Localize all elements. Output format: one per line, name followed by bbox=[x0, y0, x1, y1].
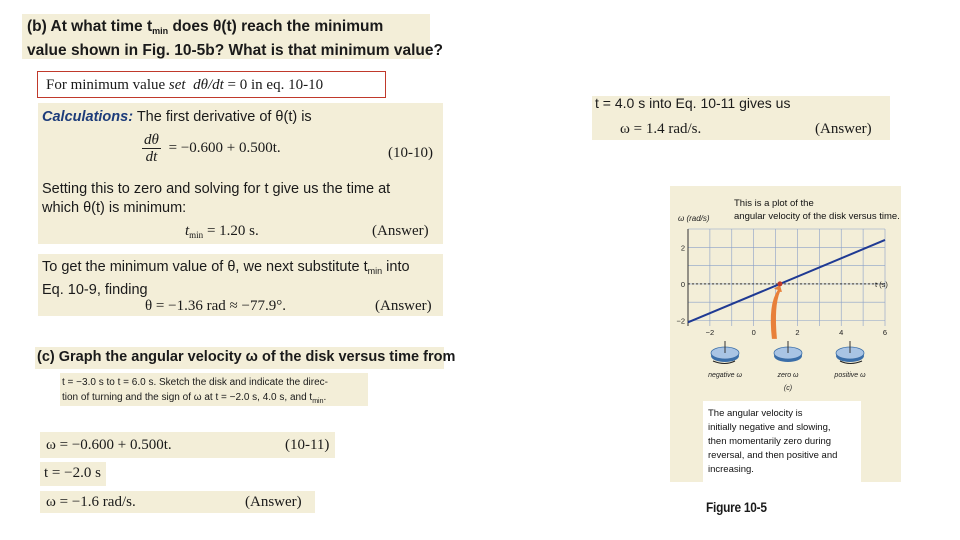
part-c-sub: min bbox=[312, 398, 324, 405]
t-neg-clip bbox=[44, 465, 106, 485]
minvalue-eq: θ = −1.36 rad ≈ −77.9°. bbox=[145, 298, 286, 314]
omega-eq: ω = −0.600 + 0.500t. bbox=[46, 437, 172, 453]
minvalue-line1-end: into bbox=[386, 259, 410, 275]
caption-line: reversal, and then positive and bbox=[708, 450, 838, 461]
chart-title-line1: This is a plot of the bbox=[734, 198, 814, 209]
eq1-rhs: = −0.600 + 0.500t. bbox=[168, 139, 281, 156]
frac-numerator: dθ bbox=[144, 132, 159, 148]
t-neg-text: t = −2.0 s bbox=[44, 465, 101, 481]
disk-label: zero ω bbox=[777, 372, 799, 379]
x-tick-label: −2 bbox=[705, 328, 715, 337]
caption-line: then momentarily zero during bbox=[708, 436, 832, 447]
t-four-text: t = 4.0 s into Eq. 10-11 gives us bbox=[595, 95, 791, 111]
sub-figure-label: (c) bbox=[783, 385, 793, 392]
omega-eq-tag: (10-11) bbox=[285, 437, 330, 453]
part-c-line2-end: . bbox=[323, 392, 327, 403]
zero-arrow bbox=[771, 285, 782, 339]
minvalue-tag: (Answer) bbox=[375, 298, 432, 314]
x-tick-label: 6 bbox=[882, 328, 888, 337]
x-tick-label: 4 bbox=[839, 328, 844, 337]
calc-text2-line2: which θ(t) is minimum: bbox=[42, 200, 187, 216]
y-tick-label: −2 bbox=[676, 316, 685, 326]
part-c-line1: t = −3.0 s to t = 6.0 s. Sketch the disk and indicate the direc- bbox=[62, 377, 328, 388]
omega-series-line bbox=[688, 240, 885, 322]
caption-line: initially negative and slowing, bbox=[708, 422, 831, 433]
tmin-equation bbox=[185, 223, 259, 240]
part-b-sub: min bbox=[152, 26, 169, 36]
calc-heading: Calculations: bbox=[42, 109, 134, 125]
minvalue-sub: min bbox=[367, 266, 383, 276]
minvalue-line2: Eq. 10-9, finding bbox=[42, 282, 148, 298]
t-four-tag: (Answer) bbox=[815, 121, 872, 137]
note-box bbox=[37, 71, 386, 98]
eq-10-10 bbox=[142, 132, 281, 165]
note-expr: dθ/dt bbox=[193, 77, 224, 93]
y-axis-label: ω (rad/s) bbox=[678, 214, 710, 223]
x-tick-label: 2 bbox=[795, 328, 800, 337]
x-tick-label: 0 bbox=[751, 328, 756, 337]
angular-velocity-chart bbox=[670, 186, 901, 482]
part-b-line1-rest: does θ(t) reach the minimum bbox=[172, 18, 384, 35]
note-prefix: For minimum value bbox=[46, 77, 169, 93]
calc-text2-line1: Setting this to zero and solving for t give us the time at bbox=[42, 181, 391, 197]
tmin-tag: (Answer) bbox=[372, 223, 429, 239]
caption-line: The angular velocity is bbox=[708, 408, 803, 419]
part-b-question bbox=[27, 17, 443, 61]
y-tick-label: 2 bbox=[680, 243, 685, 253]
t-four-eq: ω = 1.4 rad/s. bbox=[620, 121, 702, 137]
disk-label: negative ω bbox=[708, 372, 742, 379]
calc-heading-line bbox=[42, 109, 312, 125]
zero-point bbox=[777, 281, 782, 286]
part-c-body bbox=[62, 375, 328, 409]
minvalue-text bbox=[42, 258, 410, 300]
note-set: set bbox=[168, 77, 186, 93]
y-tick-label: 0 bbox=[680, 279, 685, 289]
tmin-rhs: = 1.20 s. bbox=[206, 223, 259, 239]
tmin-lhs: t bbox=[185, 223, 190, 239]
tmin-sub: min bbox=[189, 230, 204, 240]
disk-label: positive ω bbox=[834, 372, 866, 379]
calc-text2 bbox=[42, 180, 390, 218]
minvalue-line1: To get the minimum value of θ, we next substitute t bbox=[42, 259, 368, 275]
part-b-line1: (b) At what time t bbox=[27, 18, 153, 35]
omega-neg-tag: (Answer) bbox=[245, 494, 302, 510]
caption-line: increasing. bbox=[708, 464, 754, 475]
figure-label: Figure 10-5 bbox=[706, 499, 767, 515]
part-c-line2: tion of turning and the sign of ω at t = −2.0 s, 4.0 s, and t bbox=[62, 392, 313, 403]
part-b-line2: value shown in Fig. 10-5b? What is that minimum value? bbox=[27, 42, 443, 59]
calc-text1: The first derivative of θ(t) is bbox=[136, 109, 312, 125]
x-axis-label: t (s) bbox=[875, 279, 888, 289]
part-c-heading: (c) Graph the angular velocity ω of the disk versus time from bbox=[37, 349, 456, 365]
eq1-tag: (10-10) bbox=[388, 145, 433, 161]
frac-denominator: dt bbox=[145, 149, 158, 165]
chart-title-line2: angular velocity of the disk versus time. bbox=[734, 211, 900, 222]
note-suffix: = 0 in eq. 10-10 bbox=[227, 77, 324, 93]
omega-neg-eq: ω = −1.6 rad/s. bbox=[46, 494, 136, 510]
